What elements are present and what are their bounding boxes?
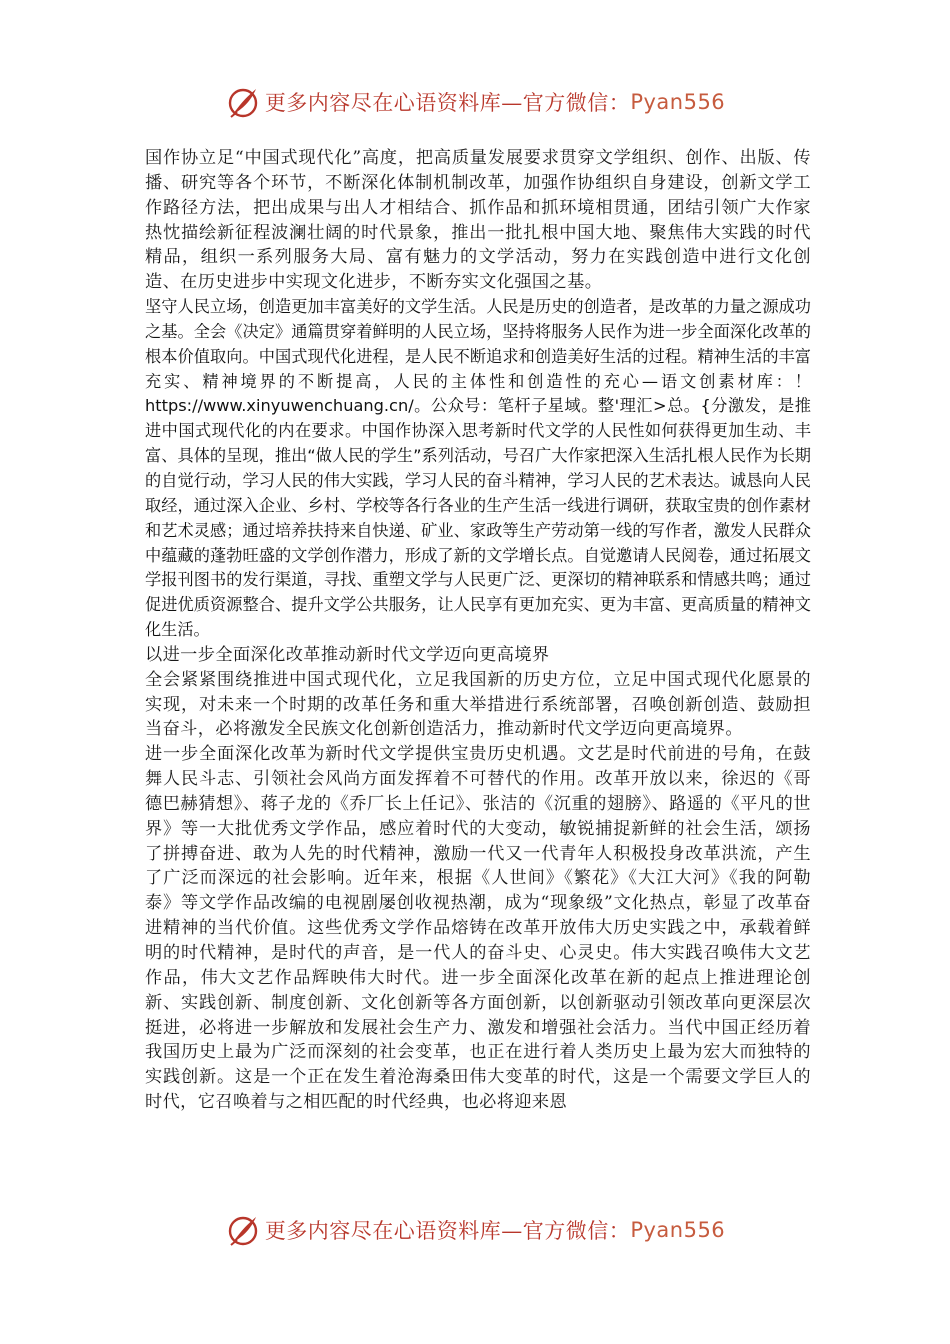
banner-wechat-id: Pyan556 (630, 1218, 726, 1242)
footer-watermark-banner (0, 1210, 950, 1250)
banner-text: 更多内容尽在心语资料库—官方微信： (264, 1219, 631, 1243)
paragraph-4: 进一步全面深化改革为新时代文学提供宝贵历史机遇。文艺是时代前进的号角，在鼓舞人民斗志、引领社会风尚方面发挥着不可替代的作用。改革开放以来，徐迟的《哥德巴赫猜想》、蒋子龙的《乔厂长上任记》、张洁的《沉重的翅膀》、路遥的《平凡的世界》等一大批优秀文学作品，感应着时代的大变动，敏锐捕捉新鲜的社会生活，颂扬了拼搏奋进、敢为人先的时代精神，激励一代又一代青年人积极投身改革洪流，产生了广泛而深远的社会影响。近年来，根据《人世间》《繁花》《大江大河》《我的阿勒泰》等文学作品改编的电视剧屡创收视热潮，成为“现象级”文化热点，彰显了改革奋进精神的当代价值。这些优秀文学作品熔铸在改革开放伟大历史实践之中，承载着鲜明的时代精神，是时代的声音，是一代人的奋斗史、心灵史。伟大实践召唤伟大文艺作品，伟大文艺作品辉映伟大时代。进一步全面深化改革在新的起点上推进理论创新、实践创新、制度创新、文化创新等各方面创新，以创新驱动引领改革向更深层次挺进，必将进一步解放和发展社会生产力、激发和增强社会活力。当代中国正经历着我国历史上最为广泛而深刻的社会变革，也正在进行着人类历史上最为宏大而独特的实践创新。这是一个正在发生着沧海桑田伟大变革的时代，这是一个需要文学巨人的时代，它召唤着与之相匹配的时代经典，也必将迎来恩 (145, 744, 811, 1113)
paragraph-3: 全会紧紧围绕推进中国式现代化，立足我国新的历史方位，立足中国式现代化愿景的实现，对未来一个时期的改革任务和重大举措进行系统部署，召唤创新创造、鼓励担当奋斗，必将激发全民族文化创新创造活力，推动新时代文学迈向更高境界。 (145, 669, 811, 740)
feather-pen-logo-icon (225, 1212, 261, 1248)
banner-wechat-id: Pyan556 (630, 90, 726, 114)
banner-text: 更多内容尽在心语资料库—官方微信： (264, 91, 631, 115)
paragraph-2: 坚守人民立场，创造更加丰富美好的文学生活。人民是历史的创造者，是改革的力量之源成功之基。全会《决定》通篇贯穿着鲜明的人民立场，坚持将服务人民作为进一步全面深化改革的根本价值取向。中国式现代化进程，是人民不断追求和创造美好生活的过程。精神生活的丰富充实、精神境界的不断提高，人民的主体性和创造性的充心—语文创素材库：！https://www.xinyuwenchuang.cn/。公众号：笔杆子星域。整'理汇>总。{分激发，是推进中国式现代化的内在要求。中国作协深入思考新时代文学的人民性如何获得更加生动、丰富、具体的呈现，推出“做人民的学生”系列活动，号召广大作家把深入生活扎根人民作为长期的自觉行动，学习人民的伟大实践，学习人民的奋斗精神，学习人民的艺术表达。诚恳向人民取经，通过深入企业、乡村、学校等各行各业的生产生活一线进行调研，获取宝贵的创作素材和艺术灵感；通过培养扶持来自快递、矿业、家政等生产劳动第一线的写作者，激发人民群众中蕴藏的蓬勃旺盛的文学创作潜力，形成了新的文学增长点。自觉邀请人民阅卷，通过拓展文学报刊图书的发行渠道，寻找、重塑文学与人民更广泛、更深切的精神联系和情感共鸣；通过促进优质资源整合、提升文学公共服务，让人民享有更加充实、更为丰富、更高质量的精神文化生活。 (145, 297, 811, 640)
section-heading: 以进一步全面深化改革推动新时代文学迈向更高境界 (145, 644, 550, 665)
feather-pen-logo-icon (225, 84, 261, 120)
header-watermark-banner (0, 82, 950, 122)
document-body (145, 146, 811, 1115)
paragraph-1: 国作协立足“中国式现代化”高度，把高质量发展要求贯穿文学组织、创作、出版、传播、研究等各个环节，不断深化体制机制改革，加强作协组织自身建设，创新文学工作路径方法，把出成果与出人才相结合、抓作品和抓环境相贯通，团结引领广大作家热忱描绘新征程波澜壮阔的时代景象，推出一批扎根中国大地、聚焦伟大实践的时代精品，组织一系列服务大局、富有魅力的文学活动，努力在实践创造中进行文化创造、在历史进步中实现文化进步，不断夯实文化强国之基。 (145, 148, 811, 293)
